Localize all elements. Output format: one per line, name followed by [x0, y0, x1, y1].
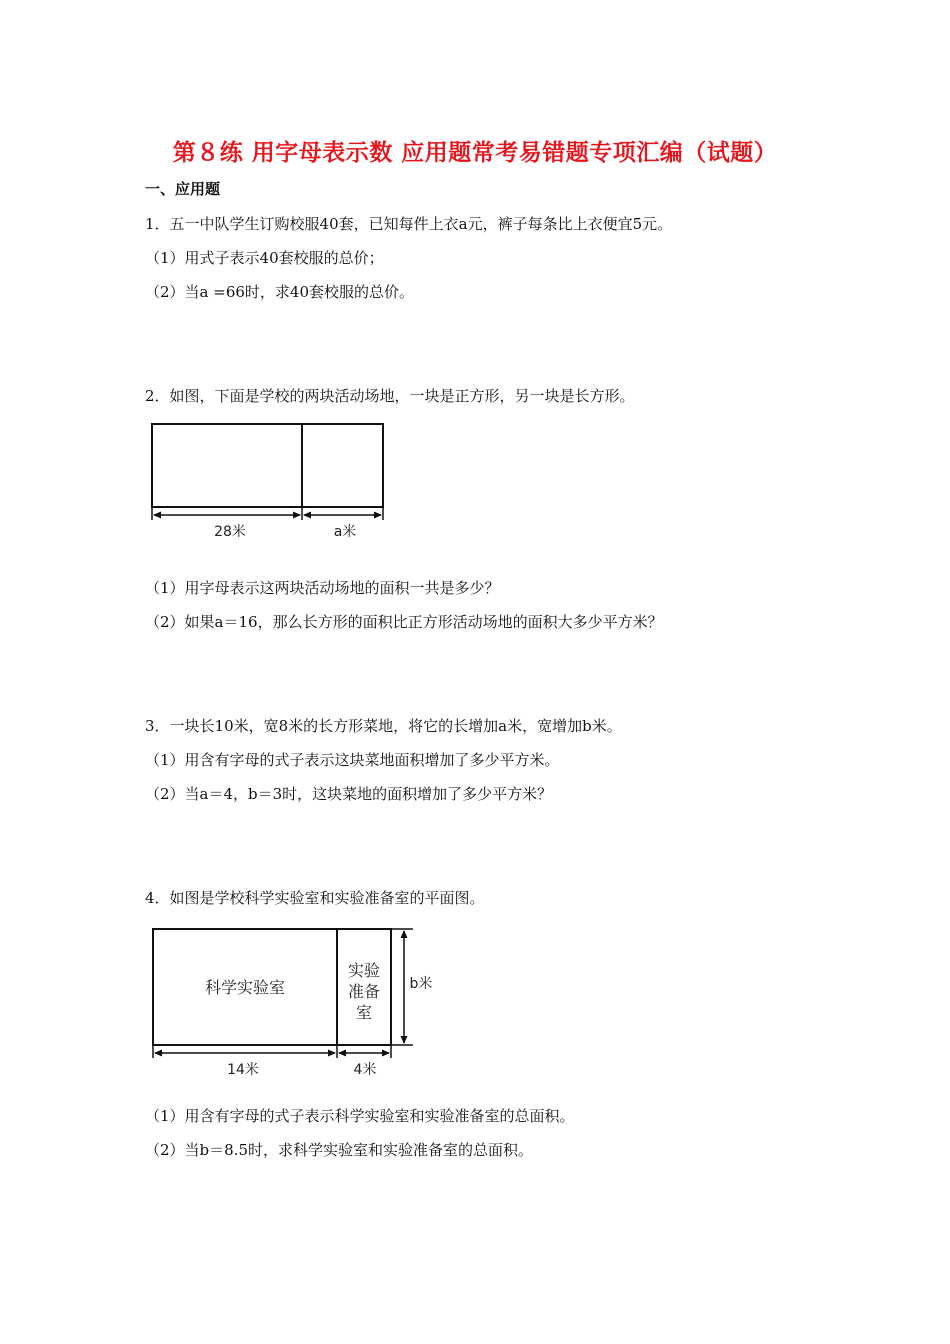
rectangle-field [152, 424, 302, 507]
arrow-right-icon [374, 512, 382, 519]
q3-stem: 3．一块长10米，宽8米的长方形菜地，将它的长增加a米，宽增加b米。 [145, 717, 622, 735]
q4-stem: 4．如图是学校科学实验室和实验准备室的平面图。 [145, 889, 485, 907]
arrow-left-icon [153, 512, 161, 519]
arrow-left-icon [338, 1050, 346, 1057]
section-heading: 一、应用题 [145, 180, 221, 198]
prep-room-label-line1: 实验 [347, 961, 381, 980]
q2-part1: （1）用字母表示这两块活动场地的面积一共是多少？ [145, 579, 500, 597]
prep-room-label-line3: 室 [355, 1003, 373, 1022]
label-b-m: b米 [409, 976, 433, 992]
arrow-up-icon [401, 930, 408, 938]
arrow-right-icon [328, 1050, 336, 1057]
square-field [302, 424, 383, 507]
prep-room-label-line2: 准备 [347, 982, 381, 1001]
arrow-left-icon [154, 1050, 162, 1057]
q4-lab-floorplan [140, 920, 450, 1082]
arrow-down-icon [401, 1036, 408, 1044]
q1-part2: （2）当a =66时，求40套校服的总价。 [145, 283, 414, 301]
q1-stem: 1．五一中队学生订购校服40套，已知每件上衣a元，裤子每条比上衣便宜5元。 [145, 215, 673, 233]
q3-part1: （1）用含有字母的式子表示这块菜地面积增加了多少平方米。 [145, 751, 560, 769]
arrow-left-icon [303, 512, 311, 519]
q4-part1: （1）用含有字母的式子表示科学实验室和实验准备室的总面积。 [145, 1107, 575, 1125]
q4-part2: （2）当b＝8.5时，求科学实验室和实验准备室的总面积。 [145, 1141, 534, 1159]
label-a-m: a米 [333, 524, 357, 540]
q2-stem: 2．如图，下面是学校的两块活动场地，一块是正方形，另一块是长方形。 [145, 387, 635, 405]
label-28m: 28米 [214, 524, 246, 540]
label-14m: 14米 [227, 1062, 259, 1078]
arrow-right-icon [382, 1050, 390, 1057]
q1-part1: （1）用式子表示40套校服的总价； [145, 249, 384, 267]
science-lab-label: 科学实验室 [204, 978, 286, 997]
q2-field-diagram [140, 418, 400, 548]
q2-part2: （2）如果a＝16，那么长方形的面积比正方形活动场地的面积大多少平方米？ [145, 613, 663, 631]
q3-part2: （2）当a＝4，b＝3时，这块菜地的面积增加了多少平方米？ [145, 785, 553, 803]
arrow-right-icon [293, 512, 301, 519]
label-4m: 4米 [353, 1062, 377, 1078]
page-title: 第８练 用字母表示数 应用题常考易错题专项汇编（试题） [172, 140, 778, 166]
